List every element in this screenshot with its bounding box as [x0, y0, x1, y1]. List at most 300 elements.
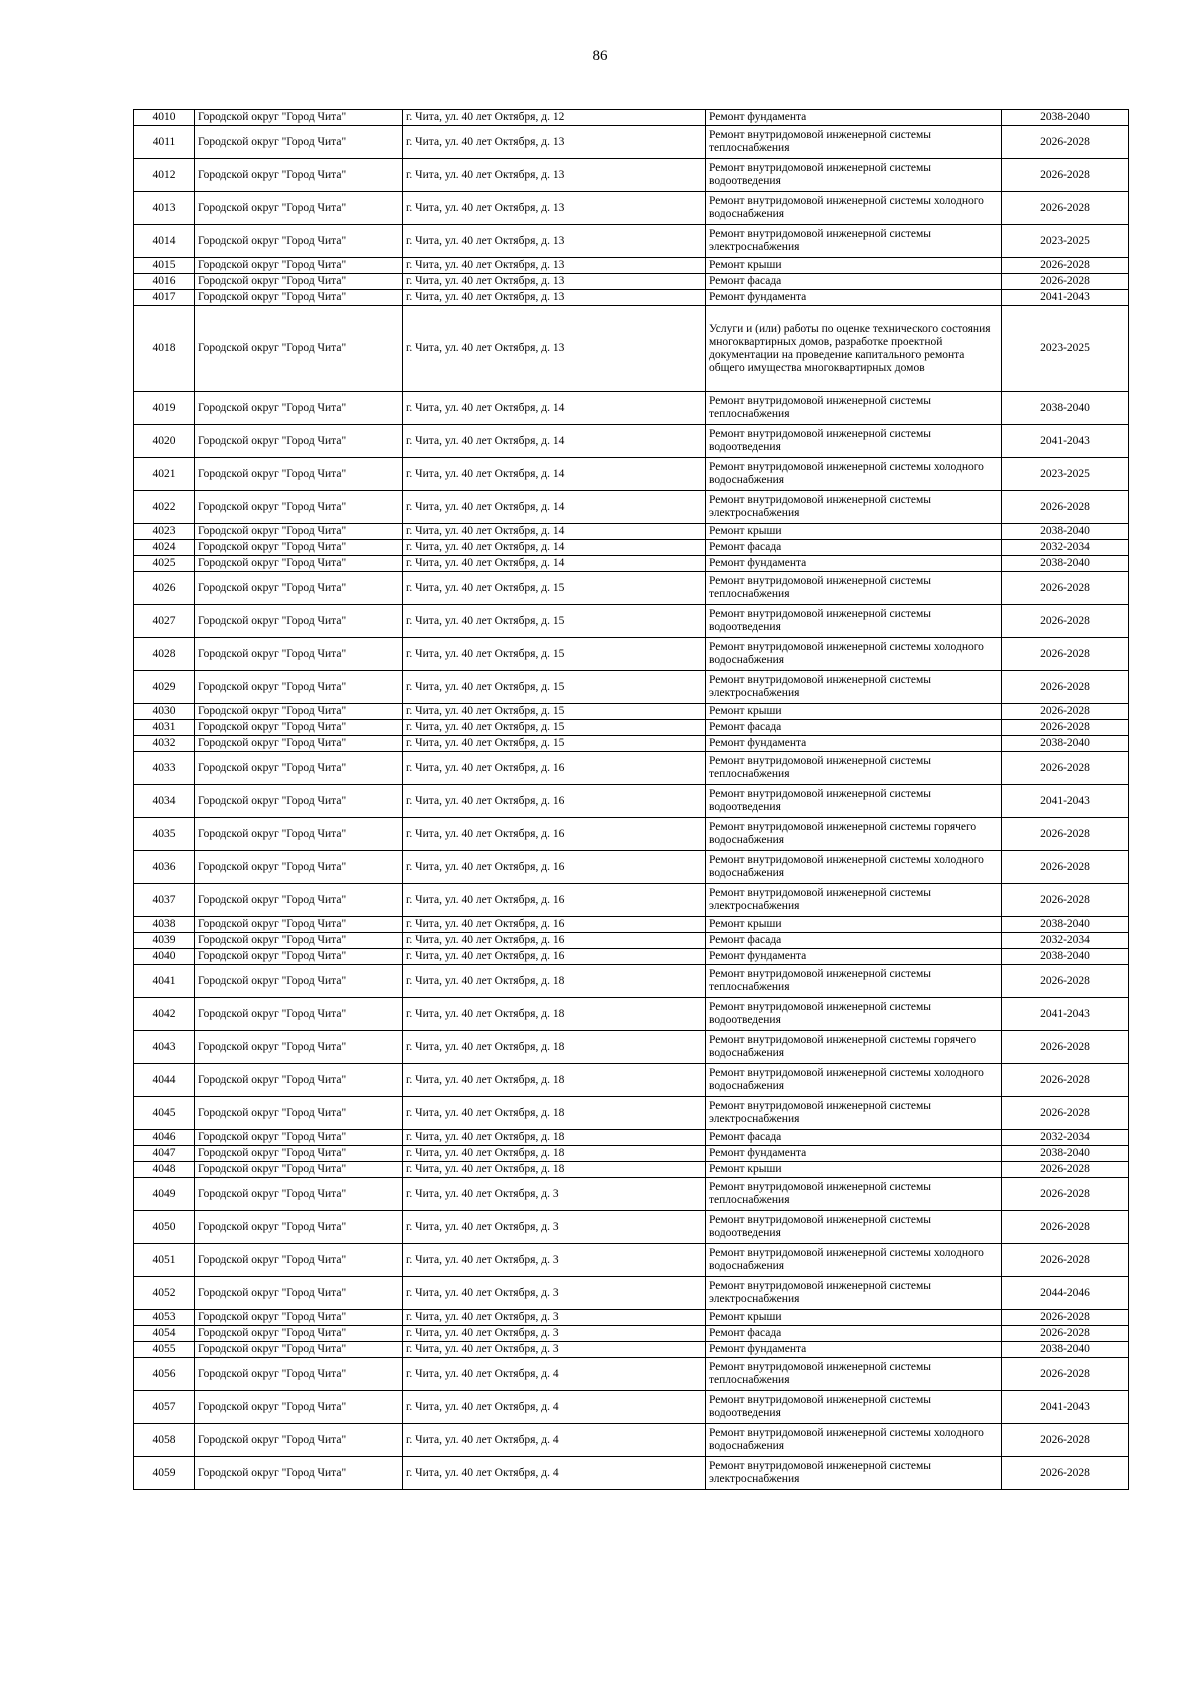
- period-cell: 2026-2028: [1002, 572, 1129, 605]
- row-number-cell: 4028: [134, 638, 195, 671]
- municipality-cell: Городской округ "Город Чита": [195, 818, 403, 851]
- address-cell: г. Чита, ул. 40 лет Октября, д. 15: [403, 605, 706, 638]
- table-row: [134, 933, 1129, 949]
- work-type-cell: Ремонт внутридомовой инженерной системы холодного водоснабжения: [706, 1064, 1002, 1097]
- municipality-cell: Городской округ "Город Чита": [195, 917, 403, 933]
- row-number-cell: 4039: [134, 933, 195, 949]
- work-type-cell: Услуги и (или) работы по оценке технического состояния многоквартирных домов, разработке проектной документации на проведение капитального ремонта общего имущества многоквартирных домов: [706, 306, 1002, 392]
- period-cell: 2032-2034: [1002, 540, 1129, 556]
- row-number-cell: 4030: [134, 704, 195, 720]
- row-number-cell: 4051: [134, 1244, 195, 1277]
- table-row: [134, 225, 1129, 258]
- municipality-cell: Городской округ "Город Чита": [195, 1178, 403, 1211]
- address-cell: г. Чита, ул. 40 лет Октября, д. 3: [403, 1277, 706, 1310]
- municipality-cell: Городской округ "Город Чита": [195, 192, 403, 225]
- municipality-cell: Городской округ "Город Чита": [195, 159, 403, 192]
- period-cell: 2026-2028: [1002, 1211, 1129, 1244]
- period-cell: 2023-2025: [1002, 458, 1129, 491]
- table-body: [134, 110, 1129, 1490]
- table-row: [134, 884, 1129, 917]
- row-number-cell: 4040: [134, 949, 195, 965]
- table-row: [134, 736, 1129, 752]
- period-cell: 2026-2028: [1002, 1162, 1129, 1178]
- municipality-cell: Городской округ "Город Чита": [195, 1326, 403, 1342]
- table-row: [134, 917, 1129, 933]
- row-number-cell: 4019: [134, 392, 195, 425]
- period-cell: 2032-2034: [1002, 1130, 1129, 1146]
- row-number-cell: 4046: [134, 1130, 195, 1146]
- work-type-cell: Ремонт внутридомовой инженерной системы водоотведения: [706, 1211, 1002, 1244]
- table-row: [134, 605, 1129, 638]
- period-cell: 2026-2028: [1002, 752, 1129, 785]
- municipality-cell: Городской округ "Город Чита": [195, 671, 403, 704]
- municipality-cell: Городской округ "Город Чита": [195, 290, 403, 306]
- municipality-cell: Городской округ "Город Чита": [195, 540, 403, 556]
- row-number-cell: 4014: [134, 225, 195, 258]
- table-row: [134, 192, 1129, 225]
- table-row: [134, 159, 1129, 192]
- municipality-cell: Городской округ "Город Чита": [195, 491, 403, 524]
- municipality-cell: Городской округ "Город Чита": [195, 1130, 403, 1146]
- row-number-cell: 4012: [134, 159, 195, 192]
- row-number-cell: 4023: [134, 524, 195, 540]
- table-row: [134, 1342, 1129, 1358]
- table-row: [134, 818, 1129, 851]
- address-cell: г. Чита, ул. 40 лет Октября, д. 18: [403, 1064, 706, 1097]
- period-cell: 2026-2028: [1002, 491, 1129, 524]
- address-cell: г. Чита, ул. 40 лет Октября, д. 3: [403, 1244, 706, 1277]
- period-cell: 2041-2043: [1002, 425, 1129, 458]
- municipality-cell: Городской округ "Город Чита": [195, 965, 403, 998]
- address-cell: г. Чита, ул. 40 лет Октября, д. 15: [403, 704, 706, 720]
- work-type-cell: Ремонт фундамента: [706, 736, 1002, 752]
- period-cell: 2026-2028: [1002, 1326, 1129, 1342]
- work-type-cell: Ремонт внутридомовой инженерной системы холодного водоснабжения: [706, 1244, 1002, 1277]
- municipality-cell: Городской округ "Город Чита": [195, 933, 403, 949]
- municipality-cell: Городской округ "Город Чита": [195, 524, 403, 540]
- table-row: [134, 949, 1129, 965]
- period-cell: 2026-2028: [1002, 884, 1129, 917]
- period-cell: 2038-2040: [1002, 556, 1129, 572]
- period-cell: 2026-2028: [1002, 704, 1129, 720]
- period-cell: 2044-2046: [1002, 1277, 1129, 1310]
- work-type-cell: Ремонт внутридомовой инженерной системы холодного водоснабжения: [706, 638, 1002, 671]
- municipality-cell: Городской округ "Город Чита": [195, 306, 403, 392]
- table-row: [134, 1146, 1129, 1162]
- work-type-cell: Ремонт внутридомовой инженерной системы холодного водоснабжения: [706, 851, 1002, 884]
- row-number-cell: 4058: [134, 1424, 195, 1457]
- table-row: [134, 965, 1129, 998]
- row-number-cell: 4029: [134, 671, 195, 704]
- work-type-cell: Ремонт внутридомовой инженерной системы горячего водоснабжения: [706, 818, 1002, 851]
- work-type-cell: Ремонт внутридомовой инженерной системы электроснабжения: [706, 225, 1002, 258]
- period-cell: 2038-2040: [1002, 110, 1129, 126]
- address-cell: г. Чита, ул. 40 лет Октября, д. 3: [403, 1310, 706, 1326]
- address-cell: г. Чита, ул. 40 лет Октября, д. 14: [403, 491, 706, 524]
- address-cell: г. Чита, ул. 40 лет Октября, д. 14: [403, 392, 706, 425]
- work-type-cell: Ремонт внутридомовой инженерной системы теплоснабжения: [706, 752, 1002, 785]
- period-cell: 2026-2028: [1002, 192, 1129, 225]
- period-cell: 2026-2028: [1002, 671, 1129, 704]
- table-row: [134, 1277, 1129, 1310]
- row-number-cell: 4044: [134, 1064, 195, 1097]
- address-cell: г. Чита, ул. 40 лет Октября, д. 18: [403, 965, 706, 998]
- municipality-cell: Городской округ "Город Чита": [195, 126, 403, 159]
- table-row: [134, 1358, 1129, 1391]
- municipality-cell: Городской округ "Город Чита": [195, 1424, 403, 1457]
- address-cell: г. Чита, ул. 40 лет Октября, д. 4: [403, 1358, 706, 1391]
- row-number-cell: 4045: [134, 1097, 195, 1130]
- address-cell: г. Чита, ул. 40 лет Октября, д. 14: [403, 556, 706, 572]
- row-number-cell: 4018: [134, 306, 195, 392]
- period-cell: 2026-2028: [1002, 274, 1129, 290]
- municipality-cell: Городской округ "Город Чита": [195, 1162, 403, 1178]
- municipality-cell: Городской округ "Город Чита": [195, 110, 403, 126]
- row-number-cell: 4032: [134, 736, 195, 752]
- work-type-cell: Ремонт крыши: [706, 1310, 1002, 1326]
- period-cell: 2026-2028: [1002, 1244, 1129, 1277]
- address-cell: г. Чита, ул. 40 лет Октября, д. 13: [403, 192, 706, 225]
- row-number-cell: 4031: [134, 720, 195, 736]
- row-number-cell: 4043: [134, 1031, 195, 1064]
- address-cell: г. Чита, ул. 40 лет Октября, д. 18: [403, 998, 706, 1031]
- row-number-cell: 4047: [134, 1146, 195, 1162]
- table-row: [134, 1130, 1129, 1146]
- municipality-cell: Городской округ "Город Чита": [195, 949, 403, 965]
- work-type-cell: Ремонт внутридомовой инженерной системы электроснабжения: [706, 1457, 1002, 1490]
- work-type-cell: Ремонт фасада: [706, 720, 1002, 736]
- work-type-cell: Ремонт внутридомовой инженерной системы электроснабжения: [706, 1277, 1002, 1310]
- municipality-cell: Городской округ "Город Чита": [195, 851, 403, 884]
- period-cell: 2026-2028: [1002, 720, 1129, 736]
- work-type-cell: Ремонт внутридомовой инженерной системы электроснабжения: [706, 884, 1002, 917]
- address-cell: г. Чита, ул. 40 лет Октября, д. 4: [403, 1424, 706, 1457]
- work-type-cell: Ремонт внутридомовой инженерной системы водоотведения: [706, 605, 1002, 638]
- work-type-cell: Ремонт фасада: [706, 1130, 1002, 1146]
- table-row: [134, 1244, 1129, 1277]
- municipality-cell: Городской округ "Город Чита": [195, 1031, 403, 1064]
- work-type-cell: Ремонт внутридомовой инженерной системы водоотведения: [706, 1391, 1002, 1424]
- municipality-cell: Городской округ "Город Чита": [195, 392, 403, 425]
- period-cell: 2026-2028: [1002, 605, 1129, 638]
- table-row: [134, 1097, 1129, 1130]
- municipality-cell: Городской округ "Город Чита": [195, 1457, 403, 1490]
- table-row: [134, 752, 1129, 785]
- period-cell: 2026-2028: [1002, 1178, 1129, 1211]
- table-row: [134, 1310, 1129, 1326]
- row-number-cell: 4050: [134, 1211, 195, 1244]
- repair-schedule-table: [133, 109, 1129, 1490]
- row-number-cell: 4055: [134, 1342, 195, 1358]
- municipality-cell: Городской округ "Город Чита": [195, 720, 403, 736]
- municipality-cell: Городской округ "Город Чита": [195, 884, 403, 917]
- address-cell: г. Чита, ул. 40 лет Октября, д. 3: [403, 1211, 706, 1244]
- work-type-cell: Ремонт внутридомовой инженерной системы теплоснабжения: [706, 392, 1002, 425]
- row-number-cell: 4038: [134, 917, 195, 933]
- municipality-cell: Городской округ "Город Чита": [195, 1310, 403, 1326]
- period-cell: 2026-2028: [1002, 1064, 1129, 1097]
- municipality-cell: Городской округ "Город Чита": [195, 785, 403, 818]
- row-number-cell: 4037: [134, 884, 195, 917]
- period-cell: 2026-2028: [1002, 1457, 1129, 1490]
- period-cell: 2026-2028: [1002, 1424, 1129, 1457]
- table-row: [134, 1424, 1129, 1457]
- period-cell: 2026-2028: [1002, 1097, 1129, 1130]
- page-number: 86: [592, 48, 608, 64]
- period-cell: 2026-2028: [1002, 126, 1129, 159]
- address-cell: г. Чита, ул. 40 лет Октября, д. 16: [403, 933, 706, 949]
- address-cell: г. Чита, ул. 40 лет Октября, д. 3: [403, 1342, 706, 1358]
- period-cell: 2026-2028: [1002, 965, 1129, 998]
- table-row: [134, 1031, 1129, 1064]
- row-number-cell: 4027: [134, 605, 195, 638]
- municipality-cell: Городской округ "Город Чита": [195, 225, 403, 258]
- address-cell: г. Чита, ул. 40 лет Октября, д. 18: [403, 1130, 706, 1146]
- table-row: [134, 110, 1129, 126]
- row-number-cell: 4017: [134, 290, 195, 306]
- table-row: [134, 1178, 1129, 1211]
- work-type-cell: Ремонт внутридомовой инженерной системы электроснабжения: [706, 671, 1002, 704]
- work-type-cell: Ремонт крыши: [706, 1162, 1002, 1178]
- table-row: [134, 1211, 1129, 1244]
- work-type-cell: Ремонт фасада: [706, 274, 1002, 290]
- municipality-cell: Городской округ "Город Чита": [195, 1342, 403, 1358]
- table-row: [134, 425, 1129, 458]
- table-row: [134, 704, 1129, 720]
- table-row: [134, 306, 1129, 392]
- row-number-cell: 4026: [134, 572, 195, 605]
- work-type-cell: Ремонт внутридомовой инженерной системы водоотведения: [706, 785, 1002, 818]
- work-type-cell: Ремонт внутридомовой инженерной системы электроснабжения: [706, 491, 1002, 524]
- table-row: [134, 1457, 1129, 1490]
- table-row: [134, 126, 1129, 159]
- row-number-cell: 4042: [134, 998, 195, 1031]
- work-type-cell: Ремонт крыши: [706, 258, 1002, 274]
- municipality-cell: Городской округ "Город Чита": [195, 1277, 403, 1310]
- table-row: [134, 572, 1129, 605]
- work-type-cell: Ремонт внутридомовой инженерной системы водоотведения: [706, 998, 1002, 1031]
- row-number-cell: 4053: [134, 1310, 195, 1326]
- work-type-cell: Ремонт внутридомовой инженерной системы холодного водоснабжения: [706, 1424, 1002, 1457]
- table-row: [134, 720, 1129, 736]
- work-type-cell: Ремонт крыши: [706, 704, 1002, 720]
- address-cell: г. Чита, ул. 40 лет Октября, д. 3: [403, 1326, 706, 1342]
- address-cell: г. Чита, ул. 40 лет Октября, д. 3: [403, 1178, 706, 1211]
- table-row: [134, 1391, 1129, 1424]
- address-cell: г. Чита, ул. 40 лет Октября, д. 18: [403, 1162, 706, 1178]
- municipality-cell: Городской округ "Город Чита": [195, 998, 403, 1031]
- municipality-cell: Городской округ "Город Чита": [195, 1211, 403, 1244]
- table-row: [134, 392, 1129, 425]
- work-type-cell: Ремонт внутридомовой инженерной системы холодного водоснабжения: [706, 192, 1002, 225]
- period-cell: 2038-2040: [1002, 524, 1129, 540]
- table-row: [134, 540, 1129, 556]
- row-number-cell: 4034: [134, 785, 195, 818]
- period-cell: 2026-2028: [1002, 818, 1129, 851]
- table-row: [134, 1326, 1129, 1342]
- period-cell: 2026-2028: [1002, 1310, 1129, 1326]
- municipality-cell: Городской округ "Город Чита": [195, 736, 403, 752]
- address-cell: г. Чита, ул. 40 лет Октября, д. 13: [403, 306, 706, 392]
- table-row: [134, 491, 1129, 524]
- address-cell: г. Чита, ул. 40 лет Октября, д. 12: [403, 110, 706, 126]
- table-row: [134, 524, 1129, 540]
- address-cell: г. Чита, ул. 40 лет Октября, д. 14: [403, 524, 706, 540]
- address-cell: г. Чита, ул. 40 лет Октября, д. 13: [403, 274, 706, 290]
- table-row: [134, 290, 1129, 306]
- row-number-cell: 4025: [134, 556, 195, 572]
- municipality-cell: Городской округ "Город Чита": [195, 1064, 403, 1097]
- municipality-cell: Городской округ "Город Чита": [195, 556, 403, 572]
- address-cell: г. Чита, ул. 40 лет Октября, д. 13: [403, 126, 706, 159]
- address-cell: г. Чита, ул. 40 лет Октября, д. 16: [403, 851, 706, 884]
- row-number-cell: 4013: [134, 192, 195, 225]
- row-number-cell: 4054: [134, 1326, 195, 1342]
- table-row: [134, 785, 1129, 818]
- address-cell: г. Чита, ул. 40 лет Октября, д. 14: [403, 425, 706, 458]
- row-number-cell: 4010: [134, 110, 195, 126]
- period-cell: 2038-2040: [1002, 917, 1129, 933]
- address-cell: г. Чита, ул. 40 лет Октября, д. 15: [403, 638, 706, 671]
- period-cell: 2026-2028: [1002, 258, 1129, 274]
- table-row: [134, 458, 1129, 491]
- work-type-cell: Ремонт внутридомовой инженерной системы теплоснабжения: [706, 965, 1002, 998]
- municipality-cell: Городской округ "Город Чита": [195, 605, 403, 638]
- address-cell: г. Чита, ул. 40 лет Октября, д. 16: [403, 818, 706, 851]
- row-number-cell: 4021: [134, 458, 195, 491]
- table-row: [134, 638, 1129, 671]
- work-type-cell: Ремонт внутридомовой инженерной системы теплоснабжения: [706, 1178, 1002, 1211]
- period-cell: 2041-2043: [1002, 290, 1129, 306]
- address-cell: г. Чита, ул. 40 лет Октября, д. 16: [403, 785, 706, 818]
- work-type-cell: Ремонт внутридомовой инженерной системы водоотведения: [706, 425, 1002, 458]
- row-number-cell: 4022: [134, 491, 195, 524]
- address-cell: г. Чита, ул. 40 лет Октября, д. 15: [403, 671, 706, 704]
- period-cell: 2026-2028: [1002, 638, 1129, 671]
- work-type-cell: Ремонт фасада: [706, 540, 1002, 556]
- work-type-cell: Ремонт фундамента: [706, 290, 1002, 306]
- address-cell: г. Чита, ул. 40 лет Октября, д. 16: [403, 949, 706, 965]
- municipality-cell: Городской округ "Город Чита": [195, 458, 403, 491]
- address-cell: г. Чита, ул. 40 лет Октября, д. 18: [403, 1097, 706, 1130]
- address-cell: г. Чита, ул. 40 лет Октября, д. 13: [403, 258, 706, 274]
- table-row: [134, 851, 1129, 884]
- address-cell: г. Чита, ул. 40 лет Октября, д. 14: [403, 540, 706, 556]
- row-number-cell: 4016: [134, 274, 195, 290]
- work-type-cell: Ремонт внутридомовой инженерной системы электроснабжения: [706, 1097, 1002, 1130]
- municipality-cell: Городской округ "Город Чита": [195, 1391, 403, 1424]
- work-type-cell: Ремонт внутридомовой инженерной системы водоотведения: [706, 159, 1002, 192]
- address-cell: г. Чита, ул. 40 лет Октября, д. 16: [403, 752, 706, 785]
- table-row: [134, 556, 1129, 572]
- municipality-cell: Городской округ "Город Чита": [195, 704, 403, 720]
- period-cell: 2023-2025: [1002, 225, 1129, 258]
- address-cell: г. Чита, ул. 40 лет Октября, д. 16: [403, 884, 706, 917]
- municipality-cell: Городской округ "Город Чита": [195, 425, 403, 458]
- row-number-cell: 4011: [134, 126, 195, 159]
- row-number-cell: 4059: [134, 1457, 195, 1490]
- table-row: [134, 1064, 1129, 1097]
- address-cell: г. Чита, ул. 40 лет Октября, д. 15: [403, 720, 706, 736]
- address-cell: г. Чита, ул. 40 лет Октября, д. 15: [403, 736, 706, 752]
- address-cell: г. Чита, ул. 40 лет Октября, д. 16: [403, 917, 706, 933]
- row-number-cell: 4048: [134, 1162, 195, 1178]
- municipality-cell: Городской округ "Город Чита": [195, 1358, 403, 1391]
- municipality-cell: Городской округ "Город Чита": [195, 1097, 403, 1130]
- table-row: [134, 258, 1129, 274]
- period-cell: 2026-2028: [1002, 1031, 1129, 1064]
- period-cell: 2023-2025: [1002, 306, 1129, 392]
- period-cell: 2041-2043: [1002, 998, 1129, 1031]
- row-number-cell: 4036: [134, 851, 195, 884]
- period-cell: 2026-2028: [1002, 851, 1129, 884]
- work-type-cell: Ремонт фундамента: [706, 1342, 1002, 1358]
- work-type-cell: Ремонт фасада: [706, 933, 1002, 949]
- work-type-cell: Ремонт крыши: [706, 917, 1002, 933]
- table-row: [134, 274, 1129, 290]
- address-cell: г. Чита, ул. 40 лет Октября, д. 18: [403, 1031, 706, 1064]
- period-cell: 2041-2043: [1002, 1391, 1129, 1424]
- address-cell: г. Чита, ул. 40 лет Октября, д. 4: [403, 1457, 706, 1490]
- work-type-cell: Ремонт фундамента: [706, 949, 1002, 965]
- municipality-cell: Городской округ "Город Чита": [195, 638, 403, 671]
- work-type-cell: Ремонт внутридомовой инженерной системы теплоснабжения: [706, 126, 1002, 159]
- municipality-cell: Городской округ "Город Чита": [195, 572, 403, 605]
- work-type-cell: Ремонт внутридомовой инженерной системы холодного водоснабжения: [706, 458, 1002, 491]
- municipality-cell: Городской округ "Город Чита": [195, 1244, 403, 1277]
- address-cell: г. Чита, ул. 40 лет Октября, д. 14: [403, 458, 706, 491]
- address-cell: г. Чита, ул. 40 лет Октября, д. 15: [403, 572, 706, 605]
- address-cell: г. Чита, ул. 40 лет Октября, д. 13: [403, 159, 706, 192]
- period-cell: 2038-2040: [1002, 949, 1129, 965]
- municipality-cell: Городской округ "Город Чита": [195, 258, 403, 274]
- row-number-cell: 4049: [134, 1178, 195, 1211]
- work-type-cell: Ремонт внутридомовой инженерной системы теплоснабжения: [706, 572, 1002, 605]
- address-cell: г. Чита, ул. 40 лет Октября, д. 13: [403, 290, 706, 306]
- period-cell: 2038-2040: [1002, 736, 1129, 752]
- period-cell: 2038-2040: [1002, 1342, 1129, 1358]
- work-type-cell: Ремонт фундамента: [706, 1146, 1002, 1162]
- row-number-cell: 4056: [134, 1358, 195, 1391]
- row-number-cell: 4052: [134, 1277, 195, 1310]
- row-number-cell: 4033: [134, 752, 195, 785]
- work-type-cell: Ремонт фасада: [706, 1326, 1002, 1342]
- municipality-cell: Городской округ "Город Чита": [195, 752, 403, 785]
- row-number-cell: 4057: [134, 1391, 195, 1424]
- period-cell: 2026-2028: [1002, 159, 1129, 192]
- period-cell: 2026-2028: [1002, 1358, 1129, 1391]
- period-cell: 2038-2040: [1002, 1146, 1129, 1162]
- row-number-cell: 4041: [134, 965, 195, 998]
- address-cell: г. Чита, ул. 40 лет Октября, д. 4: [403, 1391, 706, 1424]
- row-number-cell: 4015: [134, 258, 195, 274]
- row-number-cell: 4024: [134, 540, 195, 556]
- address-cell: г. Чита, ул. 40 лет Октября, д. 18: [403, 1146, 706, 1162]
- table-row: [134, 1162, 1129, 1178]
- work-type-cell: Ремонт фундамента: [706, 110, 1002, 126]
- table-row: [134, 671, 1129, 704]
- period-cell: 2032-2034: [1002, 933, 1129, 949]
- period-cell: 2041-2043: [1002, 785, 1129, 818]
- address-cell: г. Чита, ул. 40 лет Октября, д. 13: [403, 225, 706, 258]
- work-type-cell: Ремонт фундамента: [706, 556, 1002, 572]
- work-type-cell: Ремонт внутридомовой инженерной системы теплоснабжения: [706, 1358, 1002, 1391]
- row-number-cell: 4035: [134, 818, 195, 851]
- work-type-cell: Ремонт внутридомовой инженерной системы горячего водоснабжения: [706, 1031, 1002, 1064]
- period-cell: 2038-2040: [1002, 392, 1129, 425]
- table-row: [134, 998, 1129, 1031]
- row-number-cell: 4020: [134, 425, 195, 458]
